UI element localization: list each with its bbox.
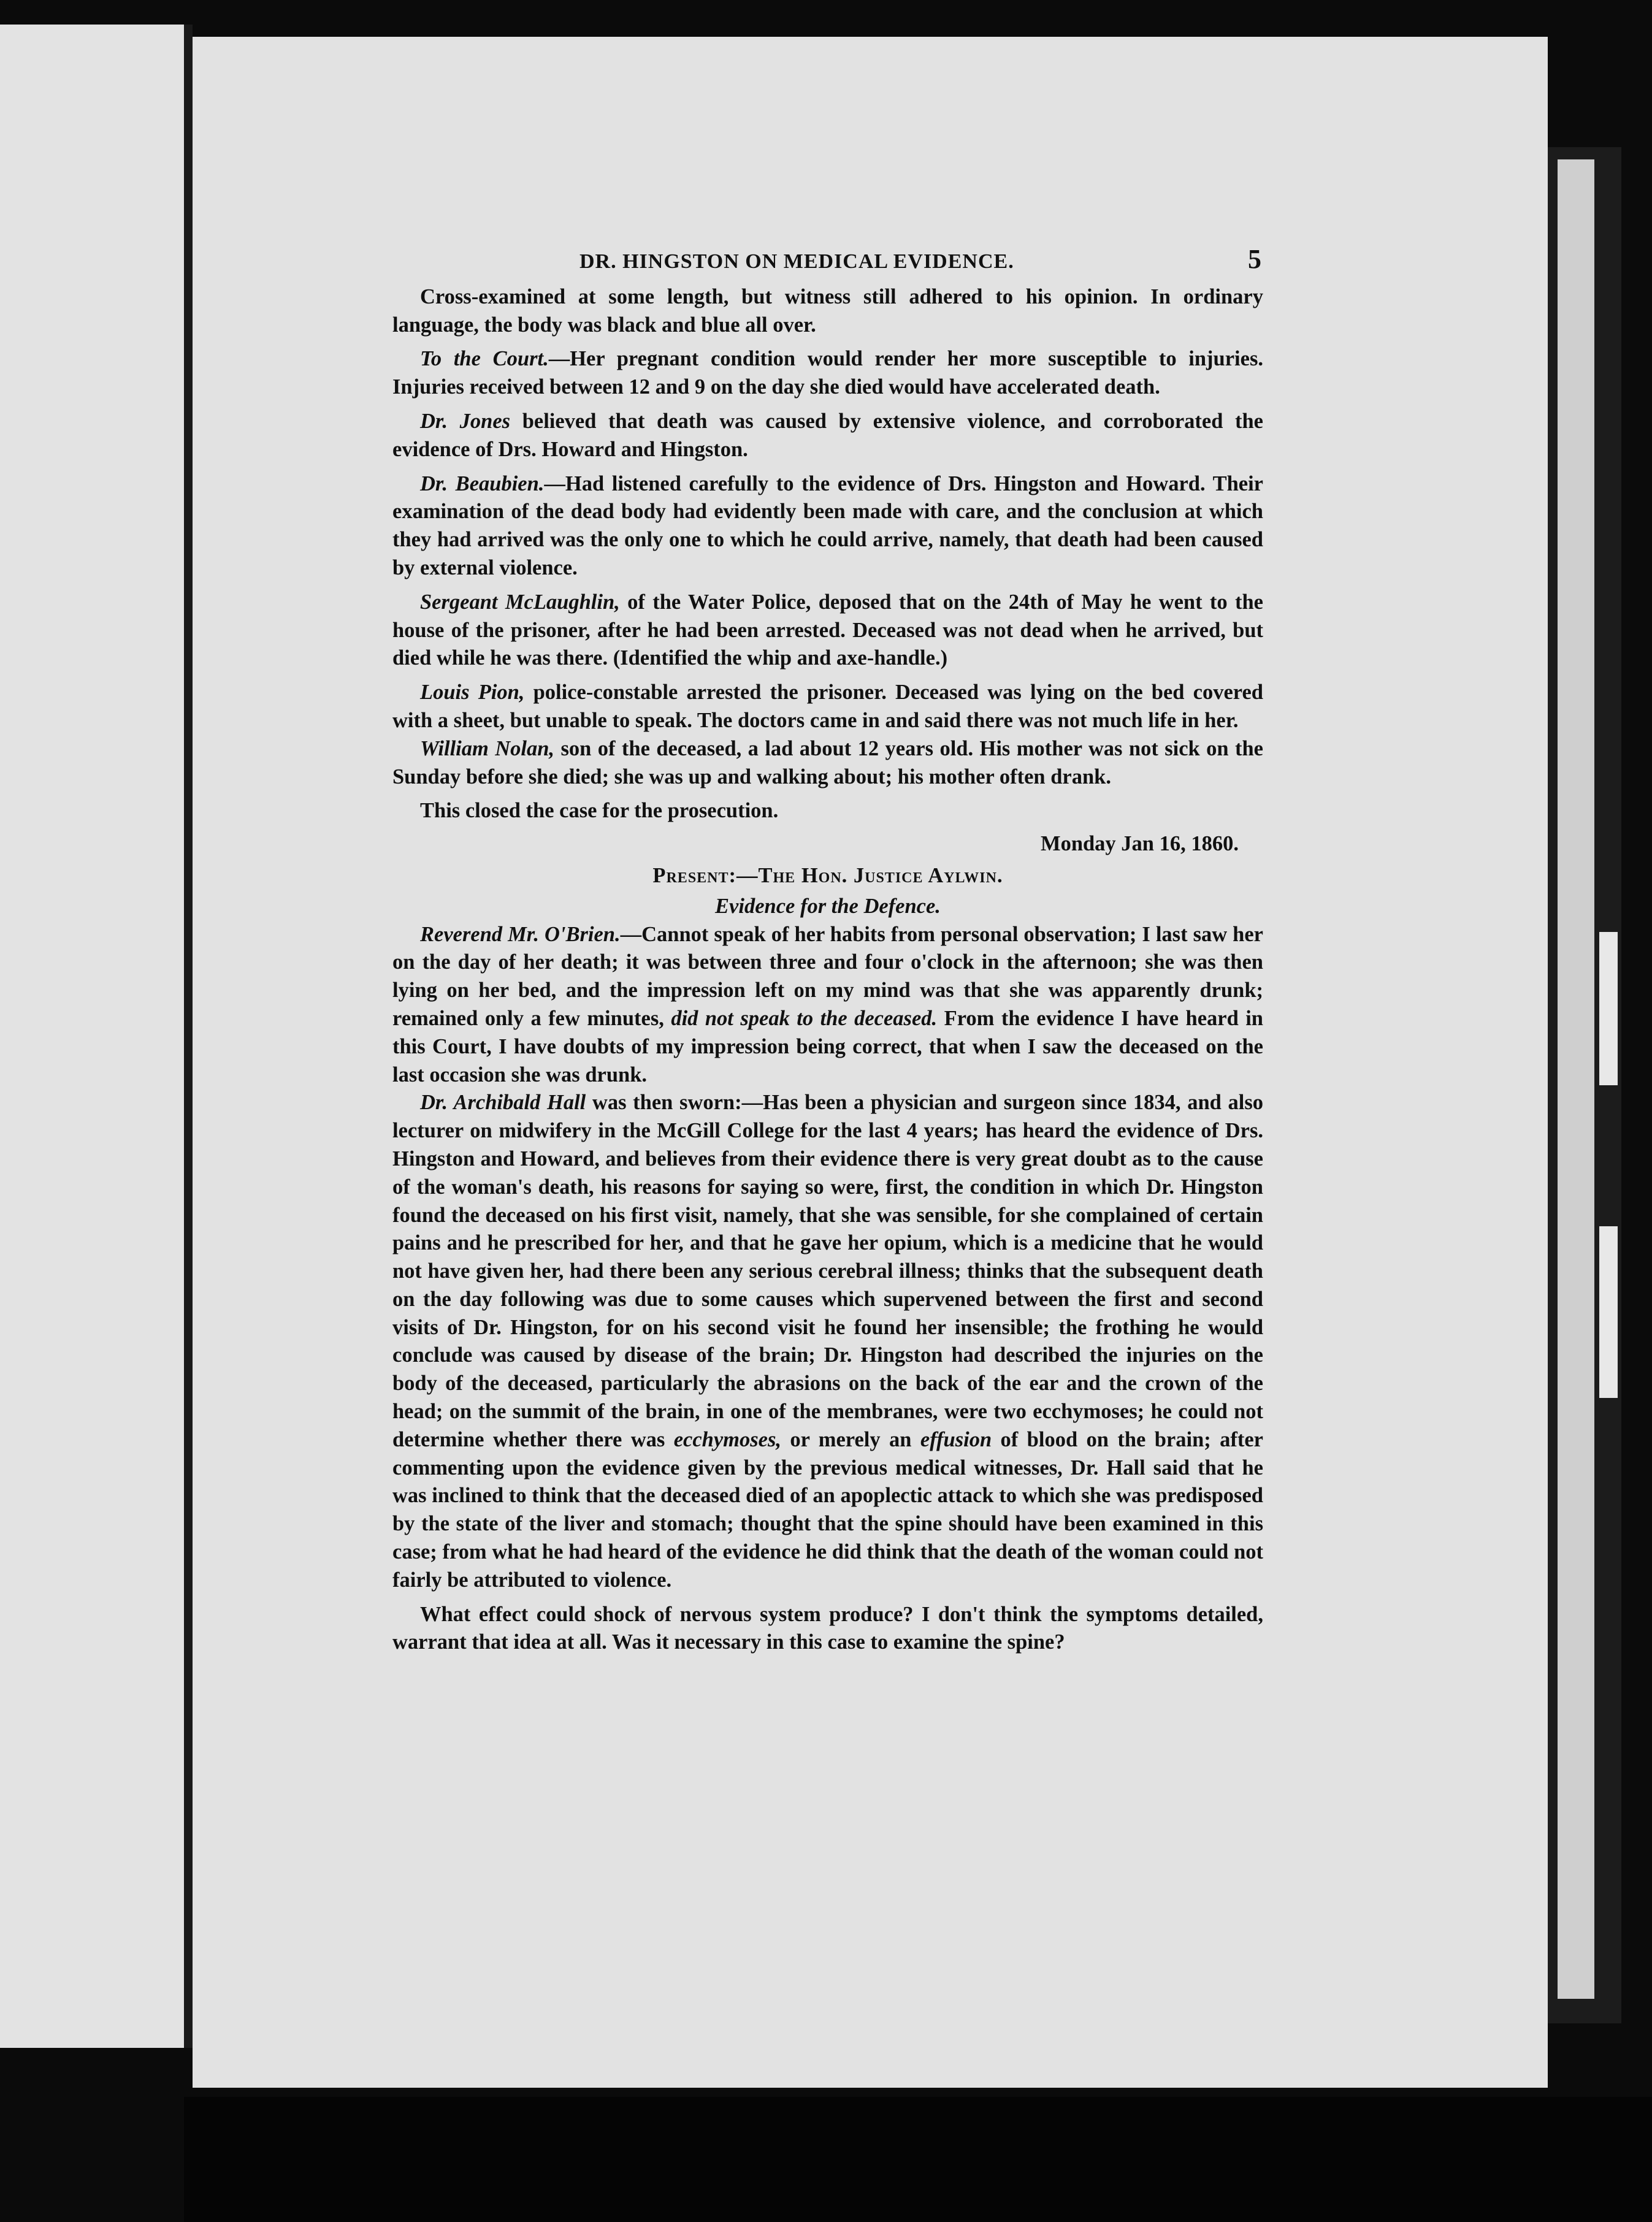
scan-background [184, 2097, 1652, 2222]
paragraph [392, 679, 1263, 735]
binding-gutter [184, 25, 193, 2048]
running-header [392, 245, 1263, 276]
speaker-name: Louis Pion, [420, 681, 525, 704]
speaker-name: Dr. Beaubien. [420, 472, 545, 495]
testimony-text: of the Water Police, deposed that on the 24th of May he went to the house of the prisoner, after he had been arrested. Deceased was not dead when he arrived, but died while he was there. (Identified the whip and axe-handle.) [392, 590, 1263, 670]
testimony-text: son of the deceased, a lad about 12 years old. His mother was not sick on the Sunday before she died; she was up and walking about; his mother often drank. [392, 736, 1263, 788]
speaker-name: Sergeant McLaughlin, [420, 590, 620, 614]
testimony-text: was then sworn:—Has been a physician and surgeon since 1834, and also lecturer on midwifery in the McGill College for the last 4 years; has heard the evidence of Drs. Hingston and Howard, and believes from their evidence there is very great doubt as to the cause of the woman's death, his reasons for saying so were, first, the condition in which Dr. Hingston found the deceased on his first visit, namely, that she was sensible, for she complained of certain pains and he prescribed for her, and that he gave her opium, which is a medicine that he would not have given her, had there been any serious cerebral illness; thinks that the subsequent death on the day following was due to some causes which supervened between the first and second visits of Dr. Hingston, for on his second visit he found her insensible; the frothing he would conclude was caused by disease of the brain; Dr. Hingston had described the injuries on the body of the deceased, particularly the abrasions on the back of the ear and the crown of the head; on the summit of the brain, in one of the membranes, were two ecchymoses; he could not determine whether there was [392, 1091, 1263, 1451]
italic-phrase: did not speak to the deceased. [671, 1006, 938, 1030]
testimony-text: believed that death was caused by extensive violence, and corroborated the evidence of Drs. Howard and Hingston. [392, 409, 1263, 461]
page-number: 5 [1248, 244, 1262, 274]
paragraph [392, 470, 1263, 582]
page-edge-tab [1599, 932, 1618, 1085]
testimony-text: —Her pregnant condition would render her more susceptible to injuries. Injuries received between 12 and 9 on the day she died would have accelerated death. [392, 347, 1263, 399]
italic-phrase: ecchymoses, [673, 1427, 782, 1451]
testimony-text: or merely an [781, 1427, 920, 1451]
paragraph [392, 921, 1263, 1090]
page-text [392, 245, 1263, 1657]
speaker-name: Reverend Mr. O'Brien. [420, 922, 621, 946]
paragraph [392, 1089, 1263, 1594]
speaker-name: To the Court. [420, 347, 549, 371]
testimony-text: From the evidence I have heard in this Court, I have doubts of my impression being correct, that when I saw the deceased on the last occasion she was drunk. [392, 1006, 1263, 1086]
running-title: DR. HINGSTON ON MEDICAL EVIDENCE. [579, 250, 1014, 273]
speaker-name: Dr. Archibald Hall [420, 1091, 586, 1115]
facing-page [0, 25, 184, 2048]
speaker-name: William Nolan, [420, 736, 555, 760]
paragraph [392, 589, 1263, 673]
session-date: Monday Jan 16, 1860. [1041, 832, 1239, 856]
speaker-name: Dr. Jones [420, 409, 511, 433]
paragraph [392, 345, 1263, 402]
page-edge-sheet [1558, 159, 1594, 1999]
testimony-text: —Had listened carefully to the evidence of Drs. Hingston and Howard. Their examination of the dead body had evidently been made with care, and the conclusion at which they had arrived was the only one to which he could arrive, namely, that death had been caused by external violence. [392, 472, 1263, 579]
paragraph [392, 408, 1263, 464]
page-edge-tab [1599, 1226, 1618, 1398]
presiding-judge: Present:—The Hon. Justice Aylwin. [652, 863, 1003, 887]
testimony-text: —Cannot speak of her habits from personal observation; I last saw her on the day of her death; it was between three and four o'clock in the afternoon; she was then lying on her bed, and the impression left on my mind was that she was apparently drunk; remained only a few minutes, [392, 922, 1263, 1030]
italic-phrase: effusion [920, 1427, 992, 1451]
section-title: Evidence for the Defence. [715, 894, 941, 918]
paragraph: Cross-examined at some length, but witness still adhered to his opinion. In ordinary language, the body was black and blue all over. [392, 284, 1263, 337]
paragraph: What effect could shock of nervous system produce? I don't think the symptoms detailed, warrant that idea at all. Was it necessary in this case to examine the spine? [392, 1602, 1263, 1654]
paragraph [392, 735, 1263, 792]
testimony-text: of blood on the brain; after commenting upon the evidence given by the previous medical witnesses, Dr. Hall said that he was inclined to think that the deceased died of an apoplectic attack to which she was predisposed by the state of the liver and stomach; thought that the spine should have been examined in this case; from what he had heard of the evidence he did think that the death of the woman could not fairly be attributed to violence. [392, 1427, 1263, 1592]
testimony-text: police-constable arrested the prisoner. Deceased was lying on the bed covered with a sheet, but unable to speak. The doctors came in and said there was not much life in her. [392, 681, 1263, 732]
paragraph: This closed the case for the prosecution. [420, 799, 779, 823]
